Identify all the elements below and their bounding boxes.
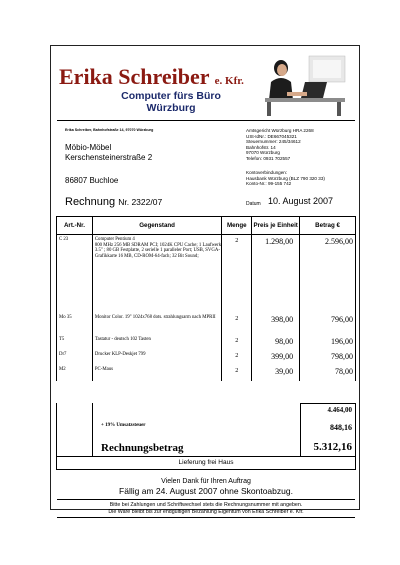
item-code: C 23: [57, 235, 93, 313]
invoice-number: Nr. 2322/07: [118, 197, 163, 207]
vat-label: + 19% Umsatzsteuer: [101, 423, 146, 428]
subtotal-value: 4.464,00: [327, 406, 352, 414]
item-description: Drucker KLP-Deskjet 799: [92, 350, 221, 365]
bank-line: Konto-Nr.: 99-155 742: [246, 181, 292, 187]
column-header-quantity: Menge: [222, 217, 252, 235]
invoice-title: Rechnung: [65, 196, 116, 208]
invoice-heading: [65, 196, 162, 208]
vat-value: 848,16: [330, 423, 352, 432]
item-unit-price: 398,00: [252, 313, 300, 335]
delivery-terms: Lieferung frei Haus: [56, 457, 356, 470]
bank-info: [246, 170, 356, 187]
table-row: [57, 335, 356, 350]
item-unit-price: 98,00: [252, 335, 300, 350]
bank-line: Hausbank Würzburg (BLZ 790 320 33): [246, 175, 325, 181]
item-amount: 798,00: [300, 350, 356, 365]
item-description: PC-Maus: [92, 365, 221, 381]
footer-divider-bottom: [57, 517, 355, 518]
thank-you-note: Vielen Dank für Ihren Auftrag: [161, 478, 251, 485]
item-code: M2: [57, 365, 93, 381]
company-name-text: Erika Schreiber: [59, 64, 210, 89]
header-divider: [57, 120, 355, 121]
company-subtitle-line1: Computer fürs Büro: [121, 90, 221, 102]
column-header-unit-price: Preis je Einheit: [252, 217, 300, 235]
registration-line: Telefon: 0931 702557: [246, 155, 291, 161]
item-amount: 2.596,00: [300, 235, 356, 313]
table-row: [57, 365, 356, 381]
sender-address-line: Erika Schreiber, Bahnhofstraße 14, 97070 Würzburg: [65, 128, 154, 132]
item-quantity: 2: [222, 365, 252, 381]
invoice-date-label: Datum: [246, 201, 261, 207]
item-amount: 196,00: [300, 335, 356, 350]
footer-line: Die Ware bleibt bis zur endgültigen Bezahlung Eigentum von Erika Schreiber e. Kfr.: [108, 509, 304, 515]
recipient-address: [65, 143, 152, 163]
recipient-name: Möbio-Möbel: [65, 143, 112, 152]
table-row: [57, 313, 356, 335]
footer-line: Bitte bei Zahlungen und Schriftwechsel stets die Rechnungsnummer mit angeben.: [109, 502, 303, 508]
column-header-amount: Betrag €: [300, 217, 356, 235]
recipient-city: 86807 Buchloe: [65, 176, 119, 185]
table-header-row: [57, 217, 356, 235]
registration-line: USt-IdNr.: DE667045321: [246, 133, 297, 139]
invoice-page: [50, 45, 360, 515]
registration-line: 97070 Würzburg: [246, 150, 280, 156]
subtotal-rule: [301, 403, 355, 404]
totals-divider: [300, 403, 301, 456]
registration-line: Amtsgericht Würzburg HRA 2268: [246, 128, 314, 133]
item-code: T5: [57, 335, 93, 350]
registration-info: [246, 128, 356, 162]
recipient-street: Kerschensteinerstraße 2: [65, 153, 153, 162]
payment-due-note: Fällig am 24. August 2007 ohne Skontoabzug.: [119, 486, 293, 496]
item-description: Tastatur - deutsch 102 Tasten: [92, 335, 221, 350]
item-unit-price: 399,00: [252, 350, 300, 365]
item-quantity: 2: [222, 335, 252, 350]
company-subtitle: [101, 90, 241, 114]
company-suffix: e. Kfr.: [214, 75, 244, 87]
item-unit-price: 39,00: [252, 365, 300, 381]
grand-total-value: 5.312,16: [313, 441, 352, 453]
bank-line: Kontoverbindungen:: [246, 170, 288, 175]
company-name: [59, 64, 244, 90]
item-amount: 796,00: [300, 313, 356, 335]
item-code: Mo 35: [57, 313, 93, 335]
item-unit-price: 1.298,00: [252, 235, 300, 313]
footer-divider-top: [57, 499, 355, 500]
item-amount: 78,00: [300, 365, 356, 381]
item-quantity: 2: [222, 350, 252, 365]
column-header-code: Art.-Nr.: [57, 217, 93, 235]
item-code: Dr7: [57, 350, 93, 365]
totals-divider: [92, 403, 93, 456]
table-row: [57, 350, 356, 365]
item-description: Computer Pentium 4 800 MHz 256 MB SDRAM PCI; 1024K CPU Cache; 1 Laufwerk 3.5" ; 80 GB Festplatte, 2 serielle 1 paralleler Port; USB, SVGA-Grafikkarte 16 MB, CD-ROM-64-fach; 32 Bit Sound;: [92, 235, 221, 313]
registration-line: Bahnhofstr. 14: [246, 144, 276, 150]
totals-section: [56, 403, 356, 457]
column-header-description: Gegenstand: [92, 217, 221, 235]
footer-note: [56, 502, 356, 516]
registration-line: Steuernummer: 245/34612: [246, 139, 301, 145]
item-quantity: 2: [222, 235, 252, 313]
company-subtitle-line2: Würzburg: [146, 102, 196, 114]
item-quantity: 2: [222, 313, 252, 335]
grand-total-label: Rechnungsbetrag: [101, 442, 184, 454]
invoice-date: 10. August 2007: [268, 196, 334, 206]
table-row: [57, 235, 356, 313]
line-items-table: [56, 216, 356, 381]
item-description: Monitor Color. 19" 1024x768 dots. strahlungsarm nach MPRII: [92, 313, 221, 335]
office-worker-photo: [257, 54, 349, 118]
